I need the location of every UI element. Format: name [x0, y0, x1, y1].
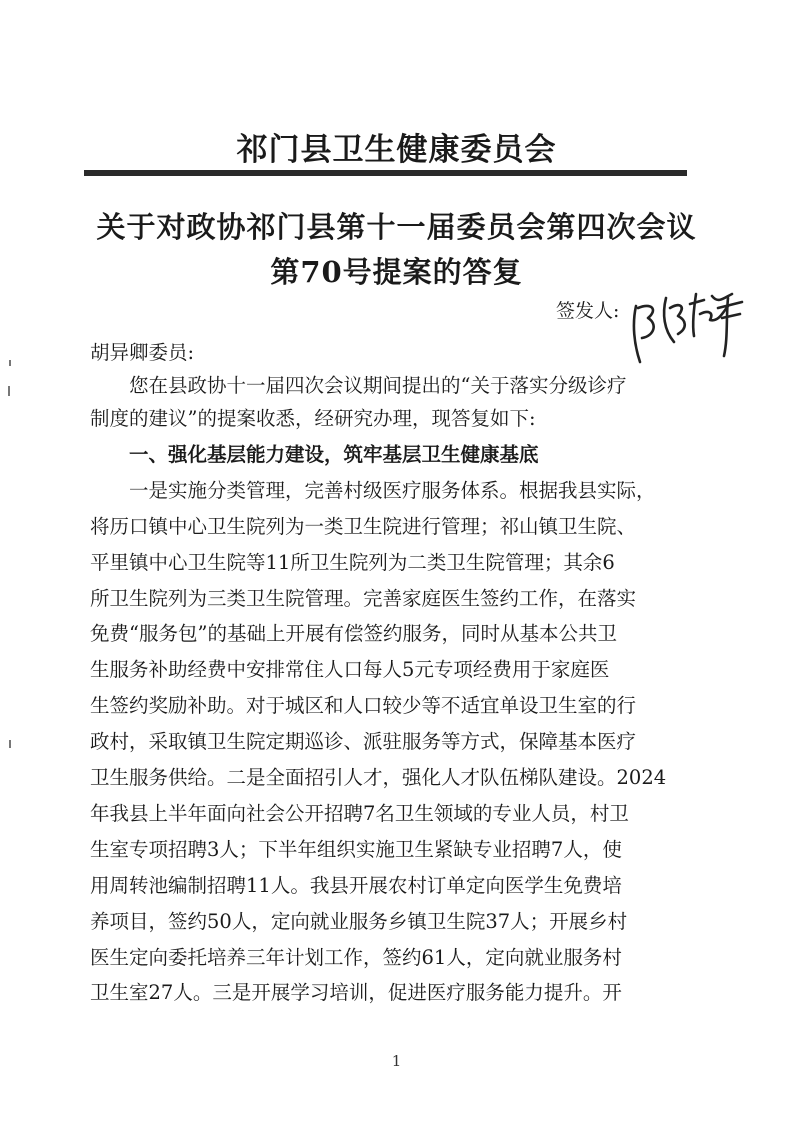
org-header: 祁门县卫生健康委员会 [236, 132, 557, 168]
body-line: 免费“服务包”的基础上开展有偿签约服务，同时从基本公共卫 [90, 622, 617, 645]
body-line: 生签约奖励补助。对于城区和人口较少等不适宜单设卫生室的行 [90, 694, 637, 717]
body-line: 生室专项招聘3人；下半年组织实施卫生紧缺专业招聘7人，使 [90, 838, 622, 861]
body-line: 制度的建议”的提案收悉，经研究办理，现答复如下: [90, 407, 536, 430]
salutation: 胡异卿委员: [90, 341, 195, 364]
header-rule [84, 170, 687, 176]
document-title-line-1: 关于对政协祁门县第十一届委员会第四次会议 [96, 210, 697, 244]
body-line: 政村，采取镇卫生院定期巡诊、派驻服务等方式，保障基本医疗 [90, 730, 637, 753]
body-line: 将历口镇中心卫生院列为一类卫生院进行管理；祁山镇卫生院、 [90, 515, 637, 538]
section-heading: 一、强化基层能力建设，筑牢基层卫生健康基底 [90, 443, 539, 466]
scan-artifact [8, 386, 10, 396]
handwritten-signature [628, 284, 748, 374]
body-line: 卫生室27人。三是开展学习培训，促进医疗服务能力提升。开 [90, 981, 622, 1004]
body-line: 生服务补助经费中安排常住人口每人5元专项经费用于家庭医 [90, 658, 610, 681]
body-line: 用周转池编制招聘11人。我县开展农村订单定向医学生免费培 [90, 874, 622, 897]
body-line: 卫生服务供给。二是全面招引人才，强化人才队伍梯队建设。2024 [90, 766, 667, 789]
document-title-line-2: 第70号提案的答复 [270, 255, 523, 289]
body-line: 您在县政协十一届四次会议期间提出的“关于落实分级诊疗 [90, 374, 627, 397]
body-line: 所卫生院列为三类卫生院管理。完善家庭医生签约工作，在落实 [90, 587, 637, 610]
body-line: 年我县上半年面向社会公开招聘7名卫生领域的专业人员，村卫 [90, 802, 629, 825]
body-line: 一是实施分类管理，完善村级医疗服务体系。根据我县实际， [90, 479, 656, 502]
page-number: 1 [391, 1052, 402, 1070]
body-line: 养项目，签约50人，定向就业服务乡镇卫生院37人；开展乡村 [90, 910, 628, 933]
body-line: 平里镇中心卫生院等11所卫生院列为二类卫生院管理；其余6 [90, 551, 615, 574]
scan-artifact [9, 740, 11, 748]
scan-artifact [9, 360, 11, 366]
signer-label: 签发人: [556, 300, 620, 322]
body-line: 医生定向委托培养三年计划工作，签约61人，定向就业服务村 [90, 946, 622, 969]
